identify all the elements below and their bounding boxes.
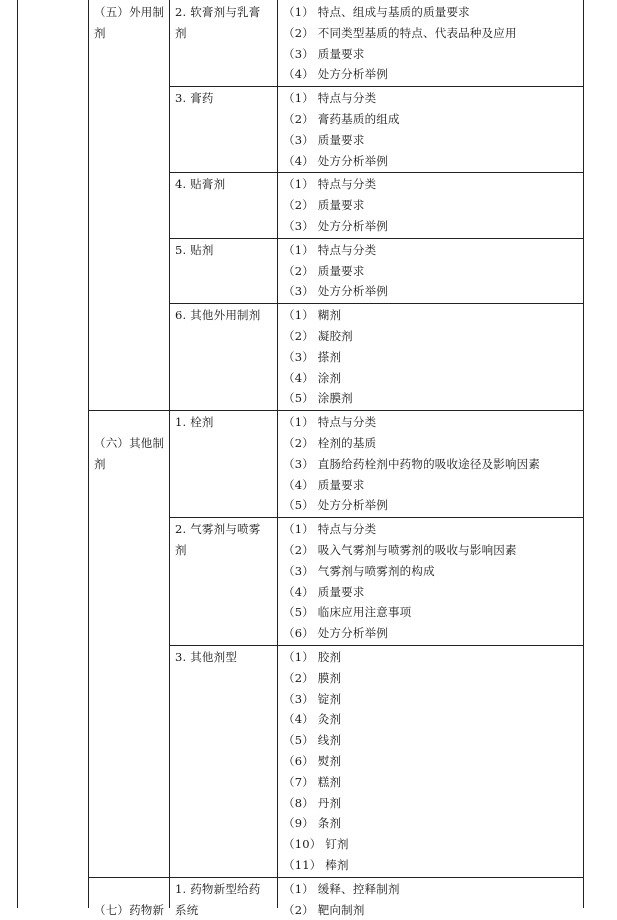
item-point: （1） 特点与分类 xyxy=(283,91,377,106)
item-point: （3） 搽剂 xyxy=(283,349,342,364)
item-title: 1. 药物新型给药 xyxy=(175,881,261,896)
group-label: 剂 xyxy=(94,25,106,40)
item-title: 系统 xyxy=(175,902,199,917)
group-label: （五）外用制 xyxy=(94,5,165,19)
item-point: （7） 糕剂 xyxy=(283,774,342,789)
item-point: （4） 处方分析举例 xyxy=(283,67,388,82)
item-title: 5. 贴剂 xyxy=(175,242,214,257)
item-point: （4） 质量要求 xyxy=(283,477,365,492)
item-point: （4） 涂剂 xyxy=(283,370,342,385)
item-title: 6. 其他外用制剂 xyxy=(175,308,261,323)
item-point: （6） 处方分析举例 xyxy=(283,626,388,641)
item-point: （10） 钉剂 xyxy=(283,837,349,852)
item-point: （2） 靶向制剂 xyxy=(283,902,365,917)
table-border-right xyxy=(583,0,584,908)
item-point: （1） 特点与分类 xyxy=(283,242,377,257)
item-point: （2） 吸入气雾剂与喷雾剂的吸收与影响因素 xyxy=(283,543,517,557)
item-point: （5） 涂膜剂 xyxy=(283,391,353,406)
group-label: （六）其他制 xyxy=(94,436,165,450)
item-title: 4. 贴膏剂 xyxy=(175,177,226,192)
item-title: 3. 其他剂型 xyxy=(175,650,238,664)
row-divider xyxy=(169,645,583,646)
item-title: 2. 软膏剂与乳膏 xyxy=(175,5,261,19)
item-point: （2） 凝胶剂 xyxy=(283,329,353,343)
group-label: 剂 xyxy=(94,456,106,471)
item-title: 3. 膏药 xyxy=(175,91,214,106)
item-point: （2） 膏药基质的组成 xyxy=(283,112,400,126)
row-divider xyxy=(169,238,583,239)
item-point: （3） 质量要求 xyxy=(283,132,365,147)
item-title: 剂 xyxy=(175,25,187,40)
table-border-col3 xyxy=(277,0,278,908)
group-label: （七）药物新 xyxy=(94,902,165,917)
item-title: 剂 xyxy=(175,543,187,557)
item-point: （5） 临床应用注意事项 xyxy=(283,605,412,620)
item-point: （5） 处方分析举例 xyxy=(283,498,388,513)
item-point: （11） 棒剂 xyxy=(283,858,349,872)
item-point: （1） 糊剂 xyxy=(283,308,342,323)
item-point: （1） 胶剂 xyxy=(283,650,342,664)
row-divider xyxy=(169,517,583,518)
table-border-left xyxy=(17,0,18,908)
item-point: （2） 不同类型基质的特点、代表品种及应用 xyxy=(283,25,517,40)
item-title: 2. 气雾剂与喷雾 xyxy=(175,522,261,537)
item-point: （1） 缓释、控释制剂 xyxy=(283,881,400,896)
item-point: （4） 处方分析举例 xyxy=(283,153,388,168)
row-divider xyxy=(169,86,583,87)
table-border-col1 xyxy=(88,0,89,908)
item-point: （4） 质量要求 xyxy=(283,584,365,599)
item-point: （2） 质量要求 xyxy=(283,198,365,213)
row-divider xyxy=(169,172,583,173)
item-point: （9） 条剂 xyxy=(283,816,342,831)
item-point: （3） 处方分析举例 xyxy=(283,219,388,233)
item-point: （5） 线剂 xyxy=(283,733,342,748)
item-point: （3） 直肠给药栓剂中药物的吸收途径及影响因素 xyxy=(283,456,541,471)
item-point: （2） 质量要求 xyxy=(283,263,365,278)
item-point: （2） 栓剂的基质 xyxy=(283,436,377,450)
item-point: （6） 熨剂 xyxy=(283,754,342,768)
item-point: （1） 特点、组成与基质的质量要求 xyxy=(283,5,470,19)
item-point: （8） 丹剂 xyxy=(283,795,342,810)
table-border-col2 xyxy=(169,0,170,908)
item-point: （1） 特点与分类 xyxy=(283,522,377,537)
item-point: （3） 锭剂 xyxy=(283,691,342,706)
item-point: （3） 质量要求 xyxy=(283,46,365,61)
group-divider xyxy=(88,410,583,411)
item-point: （3） 处方分析举例 xyxy=(283,284,388,299)
item-title: 1. 栓剂 xyxy=(175,415,214,430)
item-point: （2） 膜剂 xyxy=(283,670,342,685)
item-point: （1） 特点与分类 xyxy=(283,415,377,430)
item-point: （1） 特点与分类 xyxy=(283,177,377,192)
group-divider xyxy=(88,877,583,878)
row-divider xyxy=(169,303,583,304)
item-point: （3） 气雾剂与喷雾剂的构成 xyxy=(283,563,435,578)
item-point: （4） 灸剂 xyxy=(283,712,342,727)
